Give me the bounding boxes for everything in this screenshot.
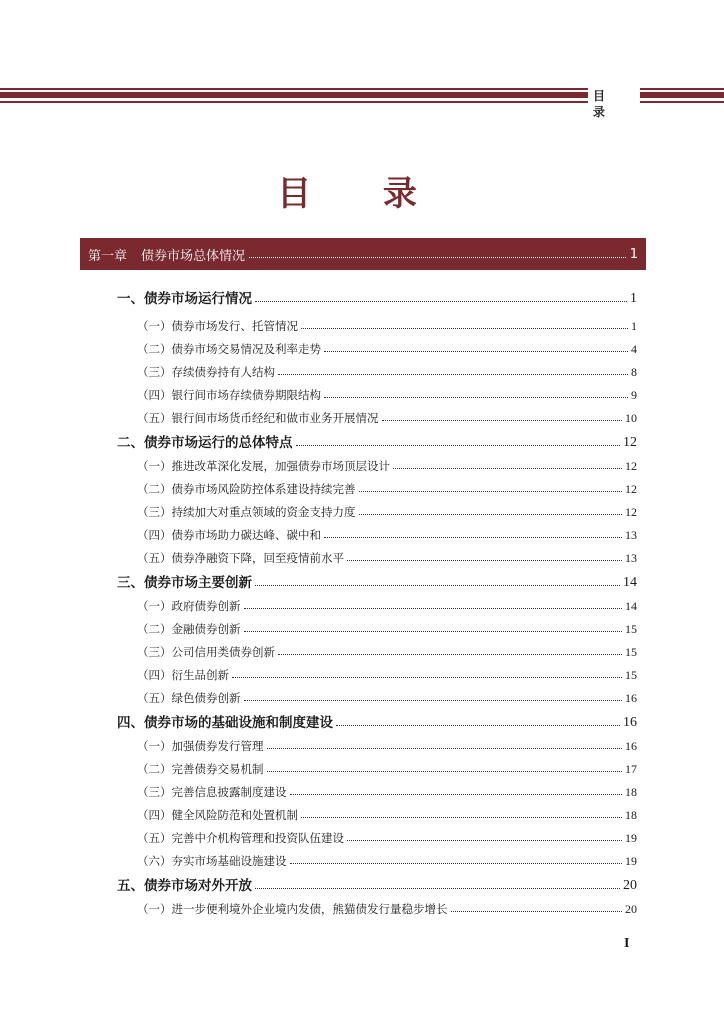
toc-entry-page: 10 [625,411,637,425]
toc-entry-page: 4 [631,342,637,356]
toc-entry-title: （二）完善债券交易机制 [137,762,264,776]
chapter-heading[interactable] [80,238,646,270]
leader-dots [324,537,622,538]
toc-subsection[interactable] [137,403,637,426]
toc-entry-page: 14 [623,575,637,590]
toc-section[interactable] [117,870,637,894]
toc-entry-page: 12 [623,435,637,450]
toc-entry-page: 1 [630,291,637,306]
leader-dots [301,817,622,818]
toc-entry-page: 19 [625,854,637,868]
leader-dots [249,257,626,258]
toc-entry-title: 五、债券市场对外开放 [117,878,252,894]
toc-entry-title: （一）加强债券发行管理 [137,739,264,753]
toc-subsection[interactable] [137,520,637,543]
leader-dots [347,840,622,841]
leader-dots [296,445,621,446]
toc-entry-title: （三）完善信息披露制度建设 [137,785,287,799]
running-header: 目 录 [593,89,614,119]
leader-dots [278,654,622,655]
leader-dots [255,301,627,302]
toc-section[interactable] [117,567,637,591]
leader-dots [232,677,622,678]
toc-entry-page: 16 [625,691,637,705]
chapter-page: 1 [629,246,638,262]
toc-entry-page: 1 [631,319,637,333]
toc-subsection[interactable] [137,800,637,823]
toc-subsection[interactable] [137,754,637,777]
toc-subsection[interactable] [137,311,637,334]
leader-dots [290,794,623,795]
toc-subsection[interactable] [137,451,637,474]
leader-dots [324,397,628,398]
toc-entry-page: 12 [625,505,637,519]
toc-subsection[interactable] [137,894,637,917]
toc-entry-title: 二、债券市场运行的总体特点 [117,435,293,451]
toc-entry-title: （二）债券市场风险防控体系建设持续完善 [137,482,356,496]
toc-entry-page: 15 [625,645,637,659]
leader-dots [267,771,623,772]
toc-entry-title: （六）夯实市场基础设施建设 [137,854,287,868]
toc-entry-title: （四）债券市场助力碳达峰、碳中和 [137,528,321,542]
toc-entry-title: 三、债券市场主要创新 [117,575,252,591]
toc-entry-title: 四、债券市场的基础设施和制度建设 [117,715,333,731]
leader-dots [347,560,622,561]
toc-entry-page: 12 [625,459,637,473]
leader-dots [359,491,623,492]
leader-dots [267,748,623,749]
toc-entry-title: （五）银行间市场货币经纪和做市业务开展情况 [137,411,379,425]
toc-subsection[interactable] [137,637,637,660]
toc-entry-title: （一）进一步便利境外企业境内发债，熊猫债发行量稳步增长 [137,902,448,916]
toc-entry-title: （一）债券市场发行、托管情况 [137,319,298,333]
toc-subsection[interactable] [137,614,637,637]
toc-entry-title: （四）银行间市场存续债券期限结构 [137,388,321,402]
leader-dots [290,863,623,864]
leader-dots [359,514,623,515]
toc-entry-page: 9 [631,388,637,402]
toc-subsection[interactable] [137,357,637,380]
toc-entry-title: （五）债券净融资下降，回至疫情前水平 [137,551,344,565]
chapter-number: 第一章 [88,248,128,264]
toc-entry-page: 15 [625,622,637,636]
leader-dots [244,700,623,701]
toc-entry-title: （五）完善中介机构管理和投资队伍建设 [137,831,344,845]
toc-entry-title: （四）健全风险防范和处置机制 [137,808,298,822]
toc-section[interactable] [117,283,637,307]
page-number: I [624,936,630,951]
toc-subsection[interactable] [137,380,637,403]
toc-entry-title: （二）债券市场交易情况及利率走势 [137,342,321,356]
chapter-title: 债券市场总体情况 [141,248,246,264]
leader-dots [255,585,620,586]
toc-entry-page: 8 [631,365,637,379]
toc-entry-page: 17 [625,762,637,776]
toc-entry-title: 一、债券市场运行情况 [117,291,252,307]
page-title: 目 录 [277,174,447,214]
toc-entry-page: 12 [625,482,637,496]
leader-dots [244,608,623,609]
toc-entry-page: 16 [625,739,637,753]
leader-dots [451,911,623,912]
toc-entry-title: （五）绿色债券创新 [137,691,241,705]
toc-subsection[interactable] [137,777,637,800]
toc-subsection[interactable] [137,660,637,683]
toc-entry-page: 18 [625,808,637,822]
toc-subsection[interactable] [137,823,637,846]
leader-dots [301,328,628,329]
toc-entry-page: 13 [625,528,637,542]
toc-entry-title: （三）存续债券持有人结构 [137,365,275,379]
toc-subsection[interactable] [137,591,637,614]
toc-entry-title: （四）衍生品创新 [137,668,229,682]
toc-entry-page: 20 [625,902,637,916]
leader-dots [382,420,623,421]
leader-dots [255,888,620,889]
toc-entry-page: 19 [625,831,637,845]
toc-section[interactable] [117,427,637,451]
toc-entry-title: （三）公司信用类债券创新 [137,645,275,659]
toc-entry-page: 14 [625,599,637,613]
toc-subsection[interactable] [137,497,637,520]
toc-subsection[interactable] [137,543,637,566]
toc-entry-title: （一）政府债券创新 [137,599,241,613]
leader-dots [324,351,628,352]
toc-subsection[interactable] [137,334,637,357]
toc-entry-page: 13 [625,551,637,565]
leader-dots [278,374,628,375]
toc-entry-page: 15 [625,668,637,682]
leader-dots [244,631,623,632]
toc-subsection[interactable] [137,474,637,497]
leader-dots [393,468,622,469]
toc-entry-title: （三）持续加大对重点领域的资金支持力度 [137,505,356,519]
toc-entry-page: 20 [623,878,637,893]
toc-subsection[interactable] [137,846,637,869]
toc-entry-page: 18 [625,785,637,799]
leader-dots [336,725,620,726]
toc-section[interactable] [117,707,637,731]
toc-entry-title: （一）推进改革深化发展，加强债券市场顶层设计 [137,459,390,473]
toc-subsection[interactable] [137,683,637,706]
toc-entry-title: （二）金融债券创新 [137,622,241,636]
toc-subsection[interactable] [137,731,637,754]
toc-entry-page: 16 [623,715,637,730]
